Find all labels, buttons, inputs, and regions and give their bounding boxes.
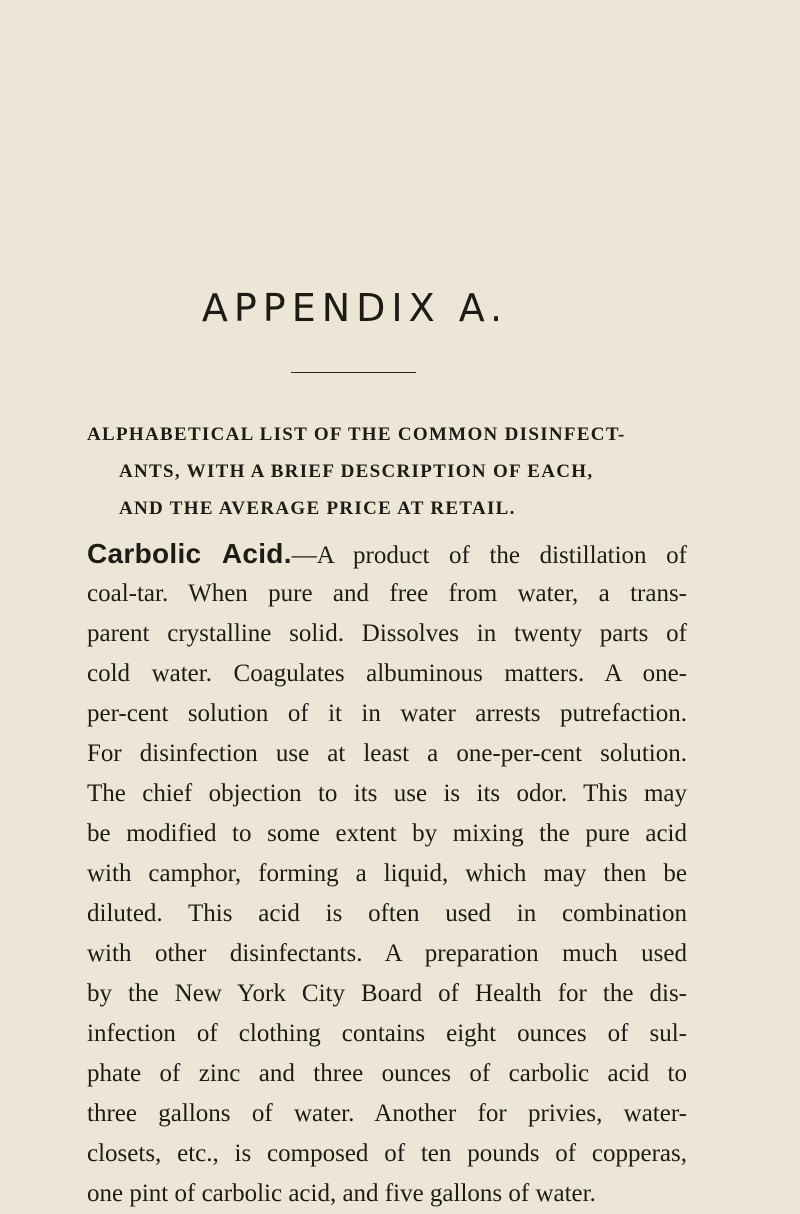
body-line: infection of clothing contains eight ounces of sul- <box>87 1020 687 1047</box>
body-line: with other disinfectants. A preparation much used <box>87 940 687 967</box>
body-line: parent crystalline solid. Dissolves in twenty parts of <box>87 620 687 647</box>
entry-first-line-text: —A product of the distillation of <box>291 542 687 569</box>
body-line: coal-tar. When pure and free from water, a trans- <box>87 580 687 607</box>
subtitle-line: ALPHABETICAL LIST OF THE COMMON DISINFECT- <box>87 424 626 445</box>
body-line: by the New York City Board of Health for the dis- <box>87 980 687 1007</box>
body-line: For disinfection use at least a one-per-cent solution. <box>87 740 687 767</box>
entry-heading: Carbolic Acid. <box>87 538 292 569</box>
body-line: phate of zinc and three ounces of carbolic acid to <box>87 1060 687 1087</box>
subtitle-line: AND THE AVERAGE PRICE AT RETAIL. <box>119 498 516 519</box>
title-divider <box>291 372 416 373</box>
body-line: be modified to some extent by mixing the pure acid <box>87 820 687 847</box>
body-line: three gallons of water. Another for privies, water- <box>87 1100 687 1127</box>
entry-first-line <box>87 534 687 574</box>
entry-carbolic-acid <box>87 534 687 1214</box>
section-subtitle <box>87 416 687 527</box>
body-line: cold water. Coagulates albuminous matters. A one- <box>87 660 687 687</box>
body-line: closets, etc., is composed of ten pounds of copperas, <box>87 1140 687 1167</box>
body-line: The chief objection to its use is its odor. This may <box>87 780 687 807</box>
subtitle-line: ANTS, WITH A BRIEF DESCRIPTION OF EACH, <box>119 461 594 482</box>
body-line: one pint of carbolic acid, and five gallons of water. <box>87 1180 596 1207</box>
body-line: with camphor, forming a liquid, which may then be <box>87 860 687 887</box>
body-line: per-cent solution of it in water arrests putrefaction. <box>87 700 687 727</box>
body-line: diluted. This acid is often used in combination <box>87 900 687 927</box>
appendix-title: APPENDIX A. <box>201 286 509 330</box>
